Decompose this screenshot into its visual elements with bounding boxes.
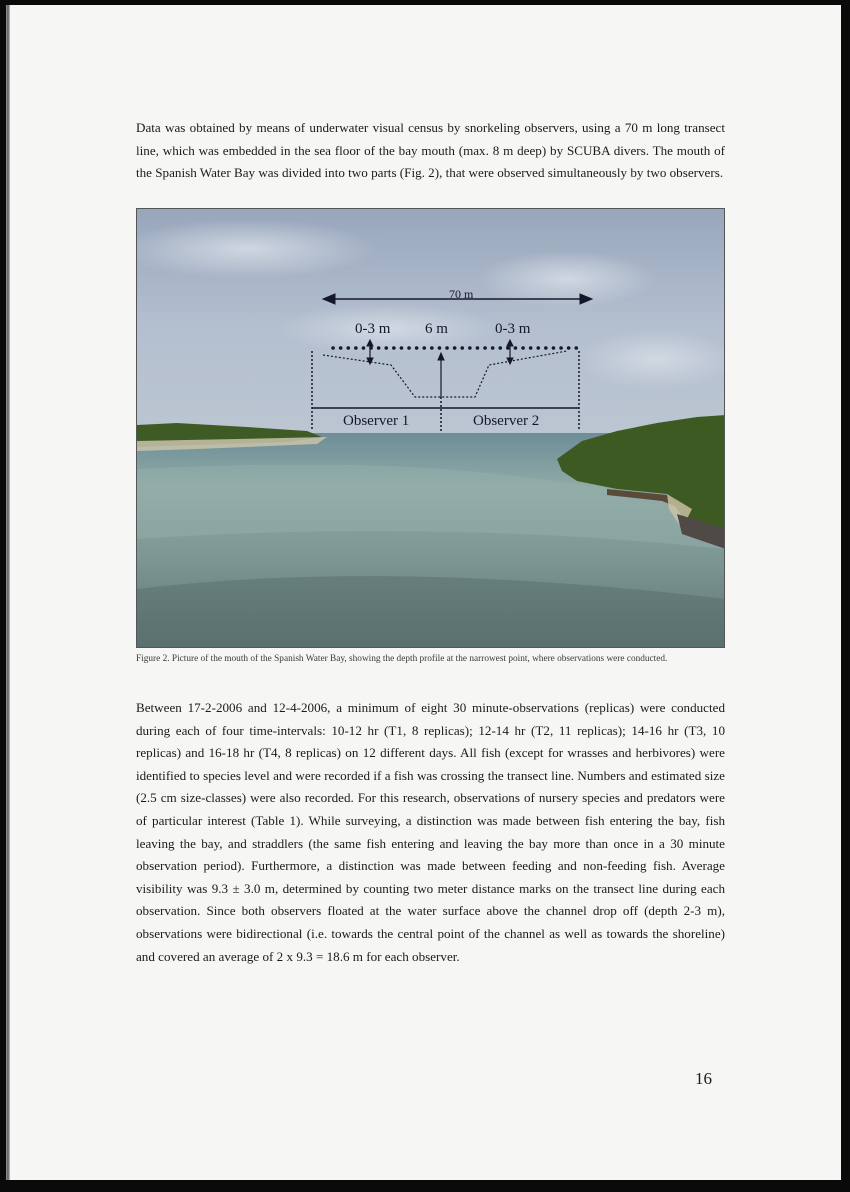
paragraph-methods-intro: Data was obtained by means of underwater visual census by snorkeling observers, using a 70 m long transect line, which was embedded in the sea floor of the bay mouth (max. 8 m deep) by SCUBA divers. The mouth of the Spanish Water Bay was divided into two parts (Fig. 2), that were observed simultaneously by two observers. <box>136 120 725 181</box>
center-depth-label: 6 m <box>425 321 448 337</box>
figure-caption: Figure 2. Picture of the mouth of the Spanish Water Bay, showing the depth profile at the narrowest point, where observations were conducted. <box>136 654 668 664</box>
right-depth-label: 0-3 m <box>495 321 531 337</box>
book-spine-shadow <box>6 5 10 1180</box>
paragraph-methods-details: Between 17-2-2006 and 12-4-2006, a minimum of eight 30 minute-observations (replicas) were conducted during each of four time-intervals: 10-12 hr (T1, 8 replicas); 12-14 hr (T2, 11 replicas); 14-16 hr (T3, 10 replicas) and 16-18 hr (T4, 8 replicas) on 12 different days. All fish (except for wrasses and herbivores) were identified to species level and were recorded if a fish was crossing the transect line. Numbers and estimated size (2.5 cm size-classes) were also recorded. For this research, observations of nursery species and predators were of particular interest (Table 1). While surveying, a distinction was made between fish entering the bay, fish leaving the bay, and straddlers (the same fish entering and leaving the bay more than once in a 30 minute observation period). Furthermore, a distinction was made between feeding and non-feeding fish. Average visibility was 9.3 ± 3.0 m, determined by counting two meter distance marks on the transect line during each observation. Since both observers floated at the water surface above the channel drop off (depth 2-3 m), observations were bidirectional (i.e. towards the central point of the channel as well as towards the shoreline) and covered an average of 2 x 9.3 = 18.6 m for each observer. <box>136 700 725 964</box>
depth-profile-diagram <box>137 209 725 648</box>
observer-1-label: Observer 1 <box>343 413 410 429</box>
bleed-through-text <box>136 975 725 1035</box>
left-depth-label: 0-3 m <box>355 321 391 337</box>
figure-2-photo <box>136 208 725 648</box>
scan-border <box>0 1180 850 1192</box>
page-number: 16 <box>695 1069 712 1088</box>
observer-2-label: Observer 2 <box>473 413 540 429</box>
transect-length-label: 70 m <box>449 287 474 301</box>
